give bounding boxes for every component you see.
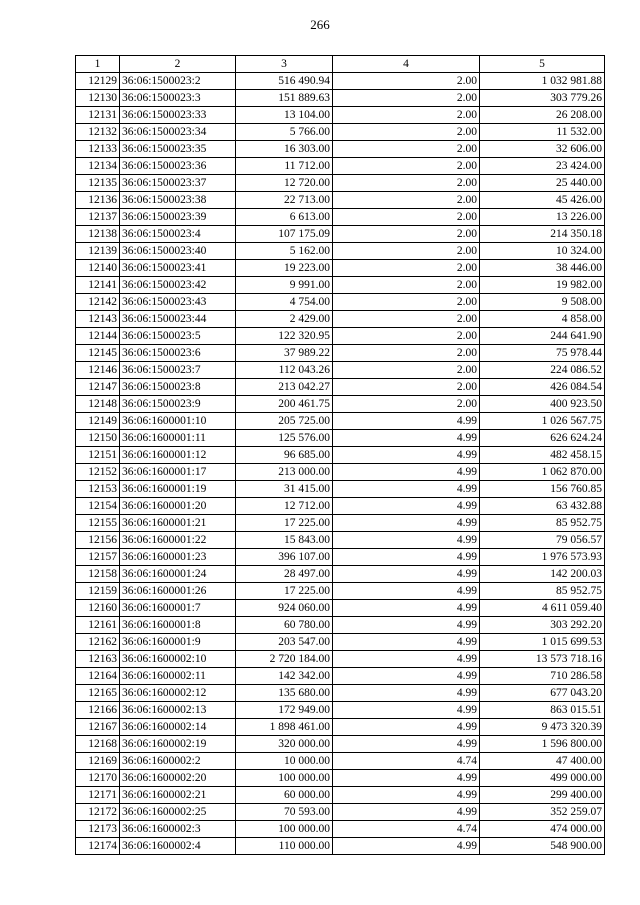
table-row [76,192,605,209]
rate-cell: 4.99 [333,617,480,634]
value-cell: 122 320.95 [236,328,333,345]
total-cell: 85 952.75 [480,515,605,532]
rate-cell: 4.99 [333,515,480,532]
rate-cell: 4.74 [333,753,480,770]
table-row [76,804,605,821]
cadastral-number-cell: 36:06:1600002:4 [120,838,236,855]
column-header: 1 [76,56,120,73]
rate-cell: 4.99 [333,464,480,481]
rate-cell: 2.00 [333,243,480,260]
rate-cell: 4.99 [333,702,480,719]
row-number-cell: 12141 [76,277,120,294]
cadastral-number-cell: 36:06:1600002:13 [120,702,236,719]
row-number-cell: 12136 [76,192,120,209]
cadastral-number-cell: 36:06:1600001:21 [120,515,236,532]
total-cell: 13 573 718.16 [480,651,605,668]
value-cell: 12 720.00 [236,175,333,192]
rate-cell: 2.00 [333,209,480,226]
table-row [76,328,605,345]
total-cell: 1 976 573.93 [480,549,605,566]
rate-cell: 4.99 [333,668,480,685]
row-number-cell: 12134 [76,158,120,175]
total-cell: 626 624.24 [480,430,605,447]
row-number-cell: 12156 [76,532,120,549]
value-cell: 70 593.00 [236,804,333,821]
table-row [76,617,605,634]
row-number-cell: 12173 [76,821,120,838]
table-row [76,141,605,158]
rate-cell: 2.00 [333,73,480,90]
cadastral-number-cell: 36:06:1500023:34 [120,124,236,141]
table-row [76,515,605,532]
value-cell: 213 042.27 [236,379,333,396]
value-cell: 9 991.00 [236,277,333,294]
total-cell: 1 015 699.53 [480,634,605,651]
value-cell: 125 576.00 [236,430,333,447]
table-row [76,379,605,396]
total-cell: 482 458.15 [480,447,605,464]
table-row [76,498,605,515]
table-row [76,158,605,175]
rate-cell: 4.99 [333,600,480,617]
cadastral-number-cell: 36:06:1600001:11 [120,430,236,447]
rate-cell: 2.00 [333,90,480,107]
table-row [76,770,605,787]
value-cell: 107 175.09 [236,226,333,243]
row-number-cell: 12152 [76,464,120,481]
value-cell: 16 303.00 [236,141,333,158]
value-cell: 200 461.75 [236,396,333,413]
row-number-cell: 12154 [76,498,120,515]
cadastral-number-cell: 36:06:1500023:3 [120,90,236,107]
table-row [76,362,605,379]
cadastral-number-cell: 36:06:1600001:26 [120,583,236,600]
total-cell: 142 200.03 [480,566,605,583]
table-row [76,260,605,277]
total-cell: 303 292.20 [480,617,605,634]
value-cell: 112 043.26 [236,362,333,379]
rate-cell: 4.99 [333,532,480,549]
cadastral-number-cell: 36:06:1600002:14 [120,719,236,736]
table-row [76,277,605,294]
cadastral-number-cell: 36:06:1600002:10 [120,651,236,668]
table-row [76,311,605,328]
value-cell: 2 429.00 [236,311,333,328]
cadastral-number-cell: 36:06:1500023:6 [120,345,236,362]
table-row [76,90,605,107]
row-number-cell: 12167 [76,719,120,736]
total-cell: 85 952.75 [480,583,605,600]
row-number-cell: 12165 [76,685,120,702]
total-cell: 863 015.51 [480,702,605,719]
cadastral-number-cell: 36:06:1500023:44 [120,311,236,328]
total-cell: 79 056.57 [480,532,605,549]
row-number-cell: 12131 [76,107,120,124]
table-header-row [76,56,605,73]
row-number-cell: 12147 [76,379,120,396]
value-cell: 135 680.00 [236,685,333,702]
value-cell: 100 000.00 [236,770,333,787]
table-row [76,243,605,260]
row-number-cell: 12144 [76,328,120,345]
cadastral-number-cell: 36:06:1600001:9 [120,634,236,651]
value-cell: 5 766.00 [236,124,333,141]
value-cell: 13 104.00 [236,107,333,124]
row-number-cell: 12138 [76,226,120,243]
table-row [76,719,605,736]
value-cell: 12 712.00 [236,498,333,515]
value-cell: 4 754.00 [236,294,333,311]
cadastral-number-cell: 36:06:1500023:42 [120,277,236,294]
rate-cell: 4.99 [333,413,480,430]
row-number-cell: 12132 [76,124,120,141]
value-cell: 17 225.00 [236,583,333,600]
row-number-cell: 12137 [76,209,120,226]
row-number-cell: 12169 [76,753,120,770]
rate-cell: 2.00 [333,277,480,294]
rate-cell: 4.99 [333,787,480,804]
rate-cell: 2.00 [333,396,480,413]
value-cell: 2 720 184.00 [236,651,333,668]
value-cell: 22 713.00 [236,192,333,209]
total-cell: 4 611 059.40 [480,600,605,617]
table-row [76,821,605,838]
cadastral-number-cell: 36:06:1600002:25 [120,804,236,821]
cadastral-number-cell: 36:06:1600001:24 [120,566,236,583]
row-number-cell: 12149 [76,413,120,430]
total-cell: 10 324.00 [480,243,605,260]
total-cell: 47 400.00 [480,753,605,770]
total-cell: 426 084.54 [480,379,605,396]
table-row [76,787,605,804]
cadastral-number-cell: 36:06:1600002:11 [120,668,236,685]
rate-cell: 2.00 [333,175,480,192]
table-row [76,396,605,413]
table-row [76,209,605,226]
rate-cell: 4.74 [333,821,480,838]
cadastral-number-cell: 36:06:1500023:35 [120,141,236,158]
row-number-cell: 12163 [76,651,120,668]
rate-cell: 4.99 [333,651,480,668]
row-number-cell: 12166 [76,702,120,719]
cadastral-table [75,55,605,855]
cadastral-number-cell: 36:06:1600001:8 [120,617,236,634]
total-cell: 11 532.00 [480,124,605,141]
value-cell: 17 225.00 [236,515,333,532]
rate-cell: 4.99 [333,634,480,651]
total-cell: 13 226.00 [480,209,605,226]
cadastral-number-cell: 36:06:1500023:40 [120,243,236,260]
cadastral-number-cell: 36:06:1500023:43 [120,294,236,311]
rate-cell: 4.99 [333,770,480,787]
cadastral-number-cell: 36:06:1600002:21 [120,787,236,804]
total-cell: 38 446.00 [480,260,605,277]
column-header: 4 [333,56,480,73]
rate-cell: 4.99 [333,481,480,498]
table-row [76,175,605,192]
row-number-cell: 12140 [76,260,120,277]
total-cell: 75 978.44 [480,345,605,362]
total-cell: 1 062 870.00 [480,464,605,481]
rate-cell: 4.99 [333,719,480,736]
column-header: 2 [120,56,236,73]
table-row [76,838,605,855]
row-number-cell: 12148 [76,396,120,413]
cadastral-number-cell: 36:06:1500023:2 [120,73,236,90]
value-cell: 31 415.00 [236,481,333,498]
total-cell: 214 350.18 [480,226,605,243]
total-cell: 4 858.00 [480,311,605,328]
row-number-cell: 12142 [76,294,120,311]
total-cell: 400 923.50 [480,396,605,413]
table-row [76,736,605,753]
value-cell: 60 780.00 [236,617,333,634]
value-cell: 60 000.00 [236,787,333,804]
table-row [76,226,605,243]
rate-cell: 2.00 [333,107,480,124]
row-number-cell: 12139 [76,243,120,260]
rate-cell: 4.99 [333,447,480,464]
table-row [76,753,605,770]
value-cell: 15 843.00 [236,532,333,549]
rate-cell: 2.00 [333,192,480,209]
value-cell: 28 497.00 [236,566,333,583]
total-cell: 23 424.00 [480,158,605,175]
value-cell: 320 000.00 [236,736,333,753]
cadastral-number-cell: 36:06:1500023:39 [120,209,236,226]
rate-cell: 2.00 [333,158,480,175]
cadastral-number-cell: 36:06:1600001:10 [120,413,236,430]
total-cell: 677 043.20 [480,685,605,702]
value-cell: 516 490.94 [236,73,333,90]
value-cell: 396 107.00 [236,549,333,566]
cadastral-number-cell: 36:06:1600001:19 [120,481,236,498]
rate-cell: 4.99 [333,430,480,447]
cadastral-number-cell: 36:06:1500023:38 [120,192,236,209]
row-number-cell: 12151 [76,447,120,464]
row-number-cell: 12130 [76,90,120,107]
value-cell: 203 547.00 [236,634,333,651]
row-number-cell: 12171 [76,787,120,804]
rate-cell: 2.00 [333,124,480,141]
table-row [76,481,605,498]
total-cell: 45 426.00 [480,192,605,209]
table-row [76,345,605,362]
value-cell: 6 613.00 [236,209,333,226]
cadastral-number-cell: 36:06:1600001:23 [120,549,236,566]
rate-cell: 4.99 [333,736,480,753]
table-body [76,73,605,855]
table-row [76,549,605,566]
rate-cell: 2.00 [333,362,480,379]
table-row [76,583,605,600]
rate-cell: 2.00 [333,294,480,311]
value-cell: 172 949.00 [236,702,333,719]
cadastral-number-cell: 36:06:1500023:9 [120,396,236,413]
cadastral-number-cell: 36:06:1600001:17 [120,464,236,481]
row-number-cell: 12160 [76,600,120,617]
row-number-cell: 12135 [76,175,120,192]
value-cell: 1 898 461.00 [236,719,333,736]
row-number-cell: 12143 [76,311,120,328]
row-number-cell: 12161 [76,617,120,634]
rate-cell: 2.00 [333,260,480,277]
rate-cell: 2.00 [333,311,480,328]
table-row [76,600,605,617]
cadastral-number-cell: 36:06:1600002:12 [120,685,236,702]
table-row [76,464,605,481]
rate-cell: 4.99 [333,498,480,515]
cadastral-number-cell: 36:06:1500023:33 [120,107,236,124]
value-cell: 205 725.00 [236,413,333,430]
value-cell: 10 000.00 [236,753,333,770]
table-row [76,668,605,685]
cadastral-number-cell: 36:06:1600001:7 [120,600,236,617]
total-cell: 224 086.52 [480,362,605,379]
cadastral-number-cell: 36:06:1600002:3 [120,821,236,838]
rate-cell: 4.99 [333,549,480,566]
value-cell: 37 989.22 [236,345,333,362]
row-number-cell: 12146 [76,362,120,379]
table-row [76,124,605,141]
total-cell: 1 032 981.88 [480,73,605,90]
row-number-cell: 12129 [76,73,120,90]
table-row [76,107,605,124]
total-cell: 710 286.58 [480,668,605,685]
row-number-cell: 12155 [76,515,120,532]
row-number-cell: 12159 [76,583,120,600]
total-cell: 19 982.00 [480,277,605,294]
total-cell: 1 026 567.75 [480,413,605,430]
table-row [76,566,605,583]
table-row [76,685,605,702]
cadastral-number-cell: 36:06:1600002:19 [120,736,236,753]
rate-cell: 4.99 [333,583,480,600]
cadastral-number-cell: 36:06:1600001:22 [120,532,236,549]
cadastral-number-cell: 36:06:1500023:36 [120,158,236,175]
total-cell: 32 606.00 [480,141,605,158]
total-cell: 299 400.00 [480,787,605,804]
cadastral-number-cell: 36:06:1600001:12 [120,447,236,464]
table-row [76,532,605,549]
rate-cell: 2.00 [333,345,480,362]
value-cell: 11 712.00 [236,158,333,175]
table-row [76,447,605,464]
table-row [76,702,605,719]
cadastral-number-cell: 36:06:1600002:20 [120,770,236,787]
value-cell: 151 889.63 [236,90,333,107]
row-number-cell: 12150 [76,430,120,447]
row-number-cell: 12164 [76,668,120,685]
cadastral-number-cell: 36:06:1500023:7 [120,362,236,379]
row-number-cell: 12162 [76,634,120,651]
page-number: 266 [310,17,330,32]
total-cell: 244 641.90 [480,328,605,345]
row-number-cell: 12168 [76,736,120,753]
table-row [76,634,605,651]
rate-cell: 4.99 [333,838,480,855]
row-number-cell: 12174 [76,838,120,855]
column-header: 5 [480,56,605,73]
value-cell: 100 000.00 [236,821,333,838]
total-cell: 9 508.00 [480,294,605,311]
total-cell: 26 208.00 [480,107,605,124]
value-cell: 110 000.00 [236,838,333,855]
table-row [76,651,605,668]
cadastral-number-cell: 36:06:1600001:20 [120,498,236,515]
value-cell: 142 342.00 [236,668,333,685]
total-cell: 1 596 800.00 [480,736,605,753]
row-number-cell: 12170 [76,770,120,787]
rate-cell: 2.00 [333,328,480,345]
column-header: 3 [236,56,333,73]
value-cell: 213 000.00 [236,464,333,481]
total-cell: 352 259.07 [480,804,605,821]
table-row [76,294,605,311]
row-number-cell: 12145 [76,345,120,362]
total-cell: 9 473 320.39 [480,719,605,736]
total-cell: 474 000.00 [480,821,605,838]
value-cell: 96 685.00 [236,447,333,464]
value-cell: 5 162.00 [236,243,333,260]
rate-cell: 4.99 [333,804,480,821]
row-number-cell: 12133 [76,141,120,158]
rate-cell: 4.99 [333,685,480,702]
rate-cell: 2.00 [333,379,480,396]
total-cell: 303 779.26 [480,90,605,107]
table-row [76,413,605,430]
rate-cell: 4.99 [333,566,480,583]
row-number-cell: 12157 [76,549,120,566]
cadastral-number-cell: 36:06:1500023:4 [120,226,236,243]
cadastral-number-cell: 36:06:1500023:41 [120,260,236,277]
row-number-cell: 12158 [76,566,120,583]
value-cell: 924 060.00 [236,600,333,617]
row-number-cell: 12172 [76,804,120,821]
table-row [76,430,605,447]
table-row [76,73,605,90]
total-cell: 156 760.85 [480,481,605,498]
row-number-cell: 12153 [76,481,120,498]
cadastral-number-cell: 36:06:1500023:5 [120,328,236,345]
rate-cell: 2.00 [333,226,480,243]
total-cell: 548 900.00 [480,838,605,855]
total-cell: 499 000.00 [480,770,605,787]
total-cell: 25 440.00 [480,175,605,192]
cadastral-number-cell: 36:06:1600002:2 [120,753,236,770]
rate-cell: 2.00 [333,141,480,158]
cadastral-number-cell: 36:06:1500023:8 [120,379,236,396]
cadastral-number-cell: 36:06:1500023:37 [120,175,236,192]
total-cell: 63 432.88 [480,498,605,515]
value-cell: 19 223.00 [236,260,333,277]
